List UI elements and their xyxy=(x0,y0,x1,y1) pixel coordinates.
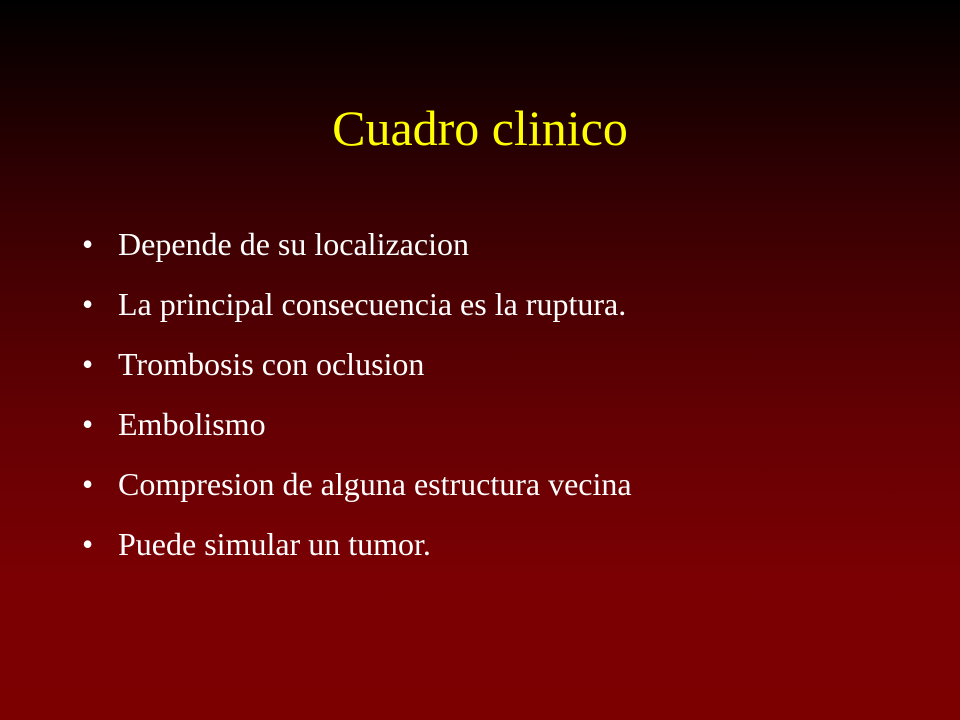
bullet-item xyxy=(82,454,932,514)
bullet-item xyxy=(82,274,932,334)
bullet-mark: • xyxy=(82,466,94,502)
bullet-mark: • xyxy=(82,226,94,262)
bullet-text: Compresion de alguna estructura vecina xyxy=(118,466,632,502)
bullet-mark: • xyxy=(82,286,94,322)
bullet-text: Puede simular un tumor. xyxy=(118,526,431,562)
bullet-item xyxy=(82,334,932,394)
bullet-mark: • xyxy=(82,346,94,382)
bullet-text: Depende de su localizacion xyxy=(118,226,469,262)
bullet-item xyxy=(82,514,932,574)
bullet-list xyxy=(82,214,932,574)
bullet-mark: • xyxy=(82,406,94,442)
bullet-item xyxy=(82,214,932,274)
slide-title: Cuadro clinico xyxy=(332,100,628,156)
bullet-text: Trombosis con oclusion xyxy=(118,346,425,382)
bullet-text: Embolismo xyxy=(118,406,266,442)
bullet-item xyxy=(82,394,932,454)
bullet-mark: • xyxy=(82,526,94,562)
bullet-text: La principal consecuencia es la ruptura. xyxy=(118,286,627,322)
